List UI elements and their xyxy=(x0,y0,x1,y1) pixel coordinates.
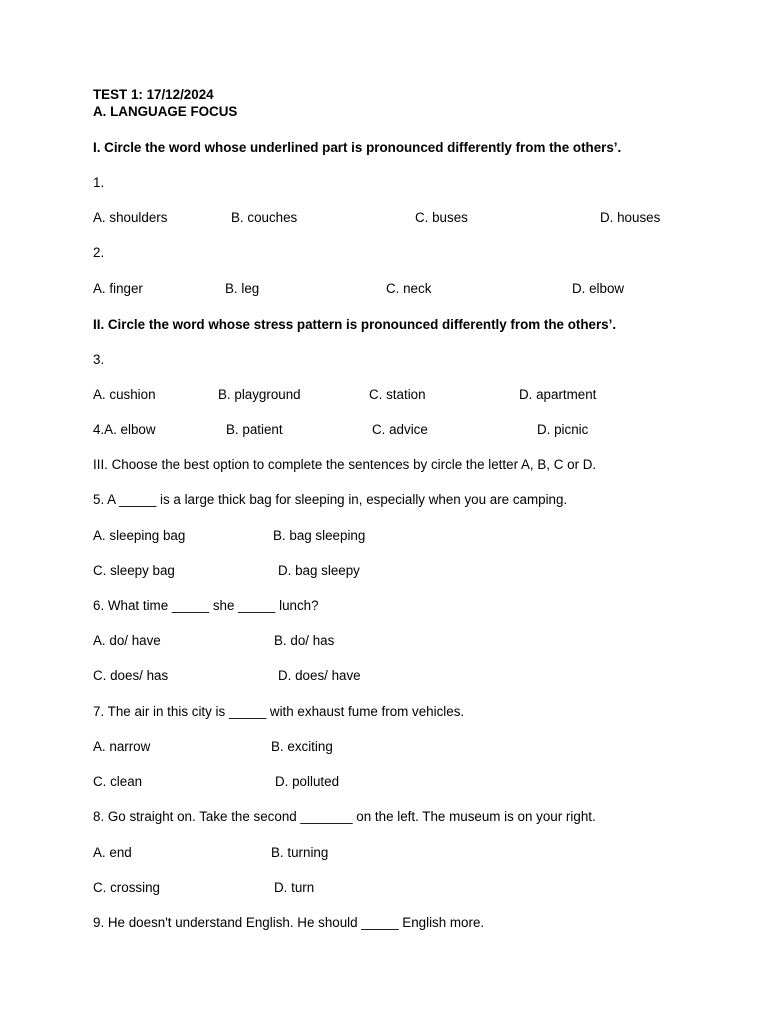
question-8-options-row2 xyxy=(0,880,768,896)
option-c: C. station xyxy=(369,387,426,402)
part1-instruction: I. Circle the word whose underlined part is pronounced differently from the others’. xyxy=(93,140,622,155)
option-b: B. turning xyxy=(271,845,329,860)
question-2-number: 2. xyxy=(93,245,105,260)
question-7-options-row1 xyxy=(0,739,768,755)
question-3-options xyxy=(0,387,768,403)
question-8-stem: 8. Go straight on. Take the second _______ on the left. The museum is on your right. xyxy=(93,809,596,824)
option-a: A. cushion xyxy=(93,387,156,402)
option-d: D. apartment xyxy=(519,387,597,402)
option-d: D. picnic xyxy=(537,422,589,437)
question-7-options-row2 xyxy=(0,774,768,790)
part3-instruction: III. Choose the best option to complete the sentences by circle the letter A, B, C or D. xyxy=(93,457,597,472)
option-b: B. patient xyxy=(226,422,283,437)
option-d: D. polluted xyxy=(275,774,340,789)
option-d: D. does/ have xyxy=(278,668,361,683)
option-b: B. bag sleeping xyxy=(273,528,366,543)
question-9-stem: 9. He doesn't understand English. He should _____ English more. xyxy=(93,915,485,930)
question-6-options-row2 xyxy=(0,668,768,684)
option-b: B. couches xyxy=(231,210,298,225)
option-c: C. crossing xyxy=(93,880,160,895)
question-4-options xyxy=(0,422,768,438)
question-6-options-row1 xyxy=(0,633,768,649)
option-d: D. turn xyxy=(274,880,315,895)
option-a: A. shoulders xyxy=(93,210,168,225)
option-a: A. finger xyxy=(93,281,143,296)
option-b: B. exciting xyxy=(271,739,333,754)
question-2-options xyxy=(0,281,768,297)
question-5-options-row2 xyxy=(0,563,768,579)
option-c: C. neck xyxy=(386,281,432,296)
question-7-stem: 7. The air in this city is _____ with exhaust fume from vehicles. xyxy=(93,704,465,719)
option-a: A. narrow xyxy=(93,739,151,754)
option-d: D. bag sleepy xyxy=(278,563,360,578)
option-b: B. playground xyxy=(218,387,301,402)
question-1-options xyxy=(0,210,768,226)
option-c: C. does/ has xyxy=(93,668,169,683)
question-1-number: 1. xyxy=(93,175,105,190)
question-5-options-row1 xyxy=(0,528,768,544)
option-a: A. do/ have xyxy=(93,633,161,648)
option-a: A. sleeping bag xyxy=(93,528,186,543)
question-3-number: 3. xyxy=(93,352,105,367)
option-d: D. elbow xyxy=(572,281,625,296)
option-c: C. clean xyxy=(93,774,143,789)
option-b: B. do/ has xyxy=(274,633,335,648)
question-8-options-row1 xyxy=(0,845,768,861)
option-a: 4.A. elbow xyxy=(93,422,156,437)
option-c: C. sleepy bag xyxy=(93,563,175,578)
option-c: C. advice xyxy=(372,422,428,437)
part2-instruction: II. Circle the word whose stress pattern is pronounced differently from the others’. xyxy=(93,317,617,332)
option-a: A. end xyxy=(93,845,132,860)
test-title: TEST 1: 17/12/2024 xyxy=(93,87,214,102)
option-d: D. houses xyxy=(600,210,661,225)
question-6-stem: 6. What time _____ she _____ lunch? xyxy=(93,598,319,613)
section-title: A. LANGUAGE FOCUS xyxy=(93,104,238,119)
question-5-stem: 5. A _____ is a large thick bag for sleeping in, especially when you are camping. xyxy=(93,492,568,507)
option-c: C. buses xyxy=(415,210,468,225)
option-b: B. leg xyxy=(225,281,260,296)
